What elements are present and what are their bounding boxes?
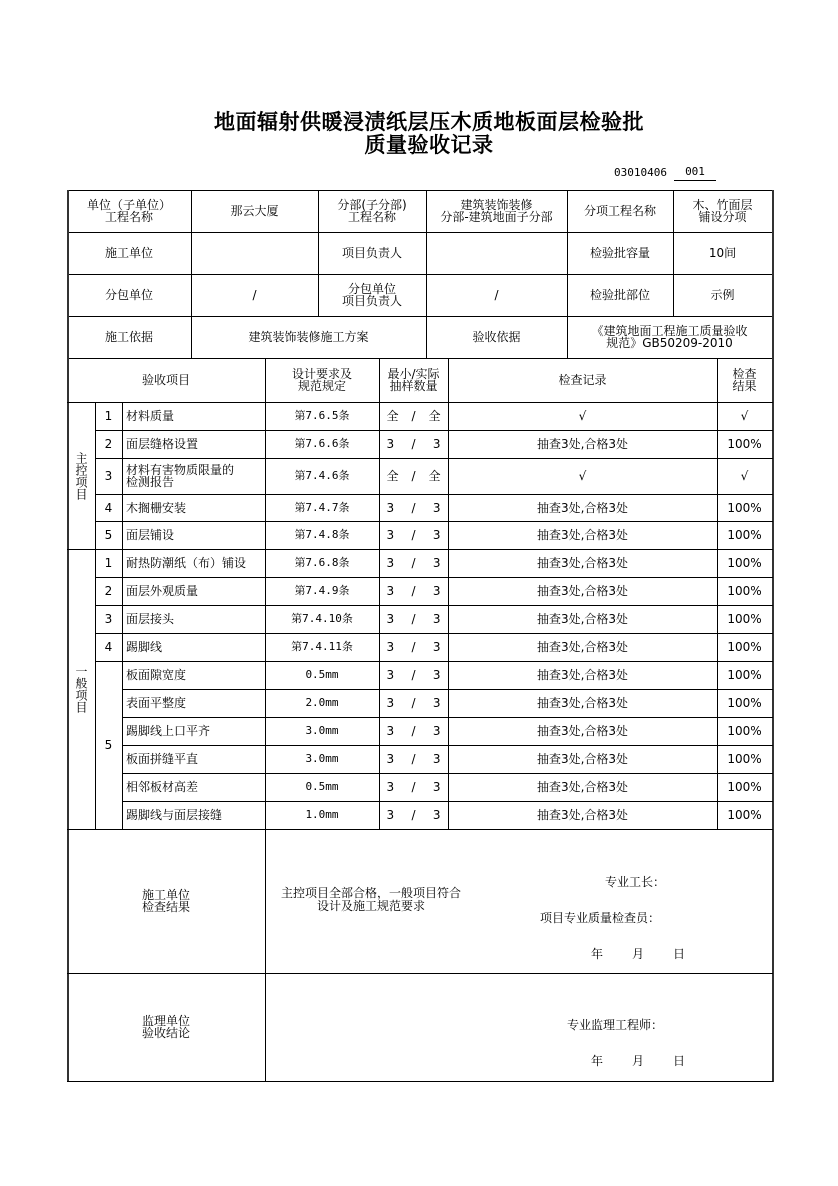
acceptance-basis-label: 验收依据	[472, 330, 521, 344]
sample-fraction	[387, 669, 441, 681]
main-control-row-result[interactable]: 100%	[727, 500, 762, 515]
unit-project-label: 单位（子单位） 工程名称	[86, 198, 171, 224]
tolerance-row-result[interactable]: 100%	[727, 808, 762, 822]
general-row-name: 面层接头	[126, 612, 175, 626]
general-row-requirement: 第7.6.8条	[294, 556, 350, 569]
sample-actual: 3	[432, 752, 441, 766]
sample-actual: 全	[428, 469, 441, 483]
general-row-no: 1	[104, 556, 113, 570]
tolerance-row-name: 踢脚线上口平齐	[126, 724, 211, 738]
supervisor-day: 日	[673, 1054, 686, 1068]
construction-basis-label: 施工依据	[104, 330, 153, 344]
sample-separator: /	[411, 528, 416, 542]
main-control-row-requirement: 第7.4.6条	[294, 469, 350, 482]
sample-quantity[interactable]	[379, 661, 448, 689]
subcontractor-label: 分包单位	[104, 288, 153, 302]
main-control-row-name: 材料质量	[126, 409, 175, 423]
general-row-no: 3	[104, 612, 113, 626]
sample-separator: /	[411, 612, 416, 626]
contractor-label: 施工单位	[104, 246, 153, 260]
sample-separator: /	[411, 556, 416, 570]
sample-quantity[interactable]	[379, 521, 448, 549]
sample-min: 3	[386, 528, 395, 542]
sample-min: 3	[386, 612, 395, 626]
main-control-row-requirement: 第7.6.5条	[294, 409, 350, 422]
sample-min: 3	[386, 437, 395, 451]
contractor-conclusion: 主控项目全部合格，一般项目符合 设计及施工规范要求	[280, 886, 461, 913]
tolerance-row-record[interactable]: 抽查3处,合格3处	[536, 752, 629, 766]
project-manager-value[interactable]	[426, 232, 567, 274]
main-control-row-result[interactable]: 100%	[727, 528, 762, 542]
batch-location-value[interactable]: 示例	[710, 288, 735, 302]
column-header-requirement: 设计要求及 规范规定	[291, 367, 352, 393]
main-control-section-label: 主控项目	[74, 451, 88, 500]
main-control-row-record[interactable]: √	[578, 409, 587, 423]
form-serial[interactable]: 001	[674, 164, 716, 181]
sample-quantity[interactable]	[379, 549, 448, 577]
general-row-record[interactable]: 抽查3处,合格3处	[536, 640, 629, 654]
sample-separator: /	[411, 696, 416, 710]
sample-min: 3	[386, 500, 395, 515]
tolerance-row-result[interactable]: 100%	[727, 696, 762, 710]
general-row-no: 4	[104, 640, 113, 654]
general-row-requirement: 第7.4.11条	[291, 640, 353, 653]
supervisor-month: 月	[632, 1054, 645, 1068]
contractor-check-content[interactable]	[265, 829, 772, 973]
sample-actual: 3	[432, 528, 441, 542]
tolerance-row-result[interactable]: 100%	[727, 752, 762, 766]
tolerance-row-record[interactable]: 抽查3处,合格3处	[536, 696, 629, 710]
sample-quantity[interactable]	[379, 745, 448, 773]
main-control-row-name: 木搁栅安装	[126, 500, 187, 515]
unit-project-value[interactable]: 那云大厦	[230, 204, 279, 218]
main-control-row-result[interactable]: 100%	[727, 437, 762, 451]
acceptance-basis-value[interactable]: 《建筑地面工程施工质量验收 规范》GB50209-2010	[591, 324, 748, 350]
main-control-row-requirement: 第7.6.6条	[294, 437, 350, 450]
tolerance-row-name: 板面隙宽度	[126, 668, 187, 682]
tolerance-row-result[interactable]: 100%	[727, 780, 762, 794]
document-title-line1: 地面辐射供暖浸渍纸层压木质地板面层检验批	[214, 109, 644, 134]
sample-actual: 3	[432, 584, 441, 598]
tolerance-row-record[interactable]: 抽查3处,合格3处	[536, 668, 629, 682]
main-control-row-name: 面层缝格设置	[126, 437, 199, 451]
tolerance-row-requirement: 0.5mm	[305, 780, 339, 793]
sample-min: 全	[386, 469, 399, 483]
sample-separator: /	[411, 640, 416, 654]
sample-quantity[interactable]	[379, 801, 448, 829]
subitem-label: 分项工程名称	[583, 204, 656, 218]
sample-quantity[interactable]	[379, 430, 448, 458]
sub-manager-label: 分包单位 项目负责人	[341, 282, 402, 308]
tolerance-row-name: 板面拼缝平直	[126, 752, 199, 766]
sample-fraction	[387, 529, 441, 541]
main-control-row-record[interactable]: 抽查3处,合格3处	[536, 500, 629, 515]
main-control-row-no: 3	[104, 469, 113, 483]
sample-fraction	[387, 470, 441, 482]
sub-manager-value[interactable]: /	[494, 288, 499, 302]
sample-min: 全	[386, 409, 399, 423]
sample-separator: /	[411, 668, 416, 682]
tolerance-row-requirement: 3.0mm	[305, 752, 339, 765]
sample-actual: 3	[432, 808, 441, 822]
main-control-row-no: 2	[104, 437, 113, 451]
general-row-requirement: 第7.4.9条	[294, 584, 350, 597]
sample-separator: /	[411, 500, 416, 515]
sample-min: 3	[386, 808, 395, 822]
sample-quantity[interactable]	[379, 494, 448, 521]
main-control-row-result[interactable]: √	[740, 469, 749, 483]
column-header-sample: 最小/实际 抽样数量	[387, 367, 440, 393]
supervisor-check-content[interactable]	[265, 973, 772, 1081]
sample-actual: 3	[432, 612, 441, 626]
tolerance-row-name: 表面平整度	[126, 696, 187, 710]
main-control-row-name: 面层铺设	[126, 528, 175, 542]
general-row-requirement: 第7.4.10条	[291, 612, 353, 625]
general-row-name: 踢脚线	[126, 640, 163, 654]
sample-separator: /	[411, 409, 416, 423]
sample-separator: /	[411, 724, 416, 738]
contractor-month: 月	[632, 947, 645, 961]
general-row-no: 2	[104, 584, 113, 598]
main-control-row-requirement: 第7.4.8条	[294, 528, 350, 541]
sample-fraction	[387, 697, 441, 709]
sample-fraction	[387, 585, 441, 597]
sample-fraction	[387, 502, 441, 514]
sample-min: 3	[386, 780, 395, 794]
sample-actual: 3	[432, 724, 441, 738]
general-row-name: 耐热防潮纸（布）铺设	[126, 556, 247, 570]
contractor-value[interactable]	[191, 232, 318, 274]
sample-fraction	[387, 410, 441, 422]
sample-quantity[interactable]	[379, 577, 448, 605]
division-value[interactable]: 建筑装饰装修 分部-建筑地面子分部	[440, 198, 553, 224]
sample-fraction	[387, 725, 441, 737]
main-control-row-no: 1	[104, 409, 113, 423]
sample-fraction	[387, 613, 441, 625]
batch-location-label: 检验批部位	[589, 288, 650, 302]
general-row-record[interactable]: 抽查3处,合格3处	[536, 584, 629, 598]
tolerance-row-result[interactable]: 100%	[727, 668, 762, 682]
general-row-result[interactable]: 100%	[727, 584, 762, 598]
main-control-row-record[interactable]: √	[578, 469, 587, 483]
general-row-result[interactable]: 100%	[727, 556, 762, 570]
main-control-row-record[interactable]: 抽查3处,合格3处	[536, 437, 629, 451]
sample-actual: 3	[432, 437, 441, 451]
sample-actual: 3	[432, 780, 441, 794]
sample-separator: /	[411, 584, 416, 598]
tolerance-row-record[interactable]: 抽查3处,合格3处	[536, 808, 629, 822]
sample-actual: 3	[432, 668, 441, 682]
sample-quantity[interactable]	[379, 717, 448, 745]
tolerance-row-result[interactable]: 100%	[727, 724, 762, 738]
sample-actual: 3	[432, 640, 441, 654]
main-control-row-requirement: 第7.4.7条	[294, 500, 350, 514]
sample-quantity[interactable]	[379, 605, 448, 633]
general-row-name: 面层外观质量	[126, 584, 199, 598]
column-header-item: 验收项目	[141, 373, 190, 387]
form-code: 03010406	[614, 166, 667, 179]
tolerance-row-requirement: 2.0mm	[305, 696, 339, 709]
table-bottom-border	[67, 1081, 773, 1082]
sample-fraction	[387, 753, 441, 765]
supervisor-engineer-label: 专业监理工程师：	[567, 1018, 664, 1032]
contractor-day: 日	[673, 947, 686, 961]
construction-basis-value[interactable]: 建筑装饰装修施工方案	[248, 330, 369, 344]
contractor-year: 年	[591, 947, 604, 961]
foreman-label: 专业工长：	[605, 875, 666, 889]
sample-min: 3	[386, 640, 395, 654]
sample-fraction	[387, 809, 441, 821]
sample-min: 3	[386, 724, 395, 738]
sample-min: 3	[386, 668, 395, 682]
sample-fraction	[387, 557, 441, 569]
column-header-record: 检查记录	[558, 373, 607, 387]
sample-fraction	[387, 438, 441, 450]
main-control-row-no: 4	[104, 500, 113, 515]
sample-quantity[interactable]	[379, 633, 448, 661]
tolerance-row-record[interactable]: 抽查3处,合格3处	[536, 780, 629, 794]
sample-quantity[interactable]	[379, 458, 448, 494]
sample-min: 3	[386, 584, 395, 598]
sample-actual: 3	[432, 500, 441, 515]
batch-capacity-value[interactable]: 10间	[708, 246, 737, 260]
main-control-row-result[interactable]: √	[740, 409, 749, 423]
sample-actual: 3	[432, 556, 441, 570]
sample-quantity[interactable]	[379, 402, 448, 430]
tolerance-row-requirement: 0.5mm	[305, 668, 339, 681]
general-row-result[interactable]: 100%	[727, 640, 762, 654]
general-section-label: 一般项目	[74, 665, 88, 713]
sample-separator: /	[411, 469, 416, 483]
project-manager-label: 项目负责人	[341, 246, 402, 260]
main-control-row-name: 材料有害物质限量的 检测报告	[126, 463, 235, 489]
tolerance-row-requirement: 1.0mm	[305, 808, 339, 821]
table-right-border	[772, 190, 774, 1082]
tolerance-row-record[interactable]: 抽查3处,合格3处	[536, 724, 629, 738]
sample-separator: /	[411, 752, 416, 766]
sample-separator: /	[411, 437, 416, 451]
supervisor-year: 年	[591, 1054, 604, 1068]
tolerance-row-name: 踢脚线与面层接缝	[126, 808, 223, 822]
sample-min: 3	[386, 696, 395, 710]
sample-min: 3	[386, 556, 395, 570]
column-header-result: 检查 结果	[732, 367, 757, 393]
main-control-row-no: 5	[104, 528, 113, 542]
general-row-result[interactable]: 100%	[727, 612, 762, 626]
subitem-value[interactable]: 木、竹面层 铺设分项	[692, 198, 753, 224]
subcontractor-value[interactable]: /	[252, 288, 257, 302]
general-row-record[interactable]: 抽查3处,合格3处	[536, 556, 629, 570]
sample-quantity[interactable]	[379, 689, 448, 717]
sample-fraction	[387, 641, 441, 653]
sample-fraction	[387, 781, 441, 793]
batch-capacity-label: 检验批容量	[589, 246, 650, 260]
sample-separator: /	[411, 780, 416, 794]
general-row-record[interactable]: 抽查3处,合格3处	[536, 612, 629, 626]
supervisor-check-label: 监理单位 验收结论	[141, 1014, 190, 1040]
contractor-check-label: 施工单位 检查结果	[141, 888, 190, 914]
sample-min: 3	[386, 752, 395, 766]
tolerance-row-name: 相邻板材高差	[126, 780, 199, 794]
document-title-line2: 质量验收记录	[364, 132, 494, 157]
division-label: 分部(子分部) 工程名称	[337, 198, 407, 224]
sample-quantity[interactable]	[379, 773, 448, 801]
tolerance-group-no: 5	[104, 738, 113, 752]
main-control-row-record[interactable]: 抽查3处,合格3处	[536, 528, 629, 542]
sample-separator: /	[411, 808, 416, 822]
sample-actual: 全	[428, 409, 441, 423]
sample-actual: 3	[432, 696, 441, 710]
tolerance-row-requirement: 3.0mm	[305, 724, 339, 737]
quality-inspector-label: 项目专业质量检查员：	[540, 911, 661, 925]
